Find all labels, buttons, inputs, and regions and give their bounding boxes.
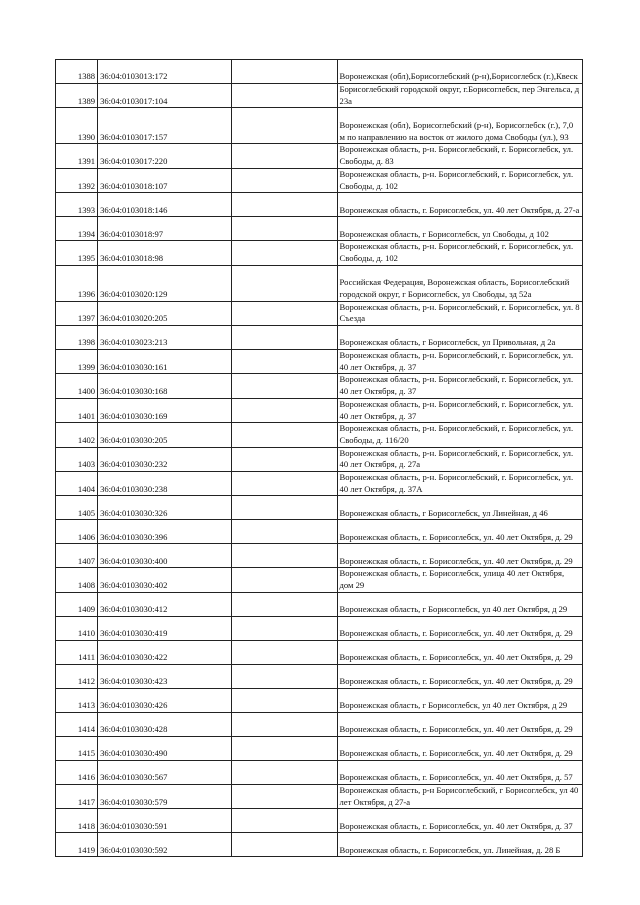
empty-cell [232,544,337,568]
cadastral-number: 36:04:0103030:490 [98,736,232,760]
table-row [56,736,583,760]
row-number: 1418 [56,809,98,833]
row-number: 1390 [56,108,98,144]
address: Воронежская область, р-н. Борисоглебский, г. Борисоглебск, ул. 40 лет Октября, д. 37 [337,350,582,374]
empty-cell [232,496,337,520]
cadastral-number: 36:04:0103030:423 [98,664,232,688]
address: Воронежская область, г Борисоглебск, ул 40 лет Октября, д 29 [337,688,582,712]
cadastral-number: 36:04:0103017:157 [98,108,232,144]
empty-cell [232,833,337,857]
row-number: 1391 [56,144,98,168]
empty-cell [232,423,337,447]
table-row [56,496,583,520]
cadastral-number: 36:04:0103030:422 [98,640,232,664]
row-number: 1394 [56,217,98,241]
empty-cell [232,84,337,108]
empty-cell [232,350,337,374]
address: Воронежская область, г. Борисоглебск, ул. 40 лет Октября, д. 29 [337,640,582,664]
address: Воронежская область, р-н. Борисоглебский, г. Борисоглебск, ул. 40 лет Октября, д. 37А [337,472,582,496]
cadastral-number: 36:04:0103020:129 [98,265,232,301]
table-row [56,712,583,736]
address: Воронежская область, р-н. Борисоглебский, г. Борисоглебск, ул. 8 Съезда [337,301,582,325]
row-number: 1393 [56,193,98,217]
empty-cell [232,784,337,808]
address: Воронежская область, г. Борисоглебск, ул. 40 лет Октября, д. 27-а [337,193,582,217]
table-row [56,423,583,447]
row-number: 1406 [56,520,98,544]
row-number: 1396 [56,265,98,301]
table-row [56,472,583,496]
cadastral-number: 36:04:0103030:412 [98,592,232,616]
address: Воронежская область, г. Борисоглебск, ул. 40 лет Октября, д. 37 [337,809,582,833]
empty-cell [232,568,337,592]
cadastral-number: 36:04:0103030:567 [98,760,232,784]
row-number: 1402 [56,423,98,447]
table-row [56,168,583,192]
property-register-table [55,59,583,857]
empty-cell [232,616,337,640]
empty-cell [232,265,337,301]
cadastral-number: 36:04:0103030:168 [98,374,232,398]
table-row [56,664,583,688]
row-number: 1399 [56,350,98,374]
cadastral-number: 36:04:0103030:205 [98,423,232,447]
empty-cell [232,712,337,736]
empty-cell [232,301,337,325]
empty-cell [232,472,337,496]
cadastral-number: 36:04:0103018:107 [98,168,232,192]
cadastral-number: 36:04:0103017:104 [98,84,232,108]
row-number: 1401 [56,398,98,422]
cadastral-number: 36:04:0103013:172 [98,60,232,84]
cadastral-number: 36:04:0103030:591 [98,809,232,833]
row-number: 1409 [56,592,98,616]
table-row [56,568,583,592]
row-number: 1403 [56,447,98,471]
table-row [56,760,583,784]
row-number: 1419 [56,833,98,857]
address: Российская Федерация, Воронежская область, Борисоглебский городской округ, г Борисоглебск, ул Свободы, зд 52а [337,265,582,301]
cadastral-number: 36:04:0103030:400 [98,544,232,568]
table-body [56,60,583,857]
row-number: 1416 [56,760,98,784]
table-row [56,108,583,144]
address: Воронежская область, г. Борисоглебск, ул. 40 лет Октября, д. 29 [337,544,582,568]
table-row [56,640,583,664]
table-row [56,809,583,833]
address: Воронежская область, г Борисоглебск, ул Линейная, д 46 [337,496,582,520]
address: Воронежская область, р-н. Борисоглебский, г. Борисоглебск, ул. 40 лет Октября, д. 37 [337,398,582,422]
empty-cell [232,809,337,833]
empty-cell [232,193,337,217]
empty-cell [232,592,337,616]
cadastral-number: 36:04:0103030:238 [98,472,232,496]
empty-cell [232,760,337,784]
table-row [56,520,583,544]
cadastral-number: 36:04:0103018:98 [98,241,232,265]
empty-cell [232,447,337,471]
row-number: 1398 [56,326,98,350]
row-number: 1388 [56,60,98,84]
table-row [56,784,583,808]
address: Воронежская область, г. Борисоглебск, ул. 40 лет Октября, д. 29 [337,616,582,640]
row-number: 1397 [56,301,98,325]
address: Воронежская область, г. Борисоглебск, ул. 40 лет Октября, д. 29 [337,712,582,736]
row-number: 1412 [56,664,98,688]
table-row [56,193,583,217]
address: Воронежская (обл),Борисоглебский (р-н),Борисоглебск (г.),Квеск [337,60,582,84]
empty-cell [232,398,337,422]
empty-cell [232,640,337,664]
address: Воронежская (обл), Борисоглебский (р-н), Борисоглебск (г.), 7,0 м по направлению на восток от жилого дома Свободы (ул.), 93 [337,108,582,144]
empty-cell [232,664,337,688]
address: Воронежская область, г. Борисоглебск, ул. 40 лет Октября, д. 29 [337,520,582,544]
table-row [56,374,583,398]
table-row [56,592,583,616]
empty-cell [232,60,337,84]
address: Воронежская область, р-н. Борисоглебский, г. Борисоглебск, ул. Свободы, д. 102 [337,241,582,265]
empty-cell [232,688,337,712]
row-number: 1411 [56,640,98,664]
table-row [56,833,583,857]
cadastral-number: 36:04:0103018:97 [98,217,232,241]
empty-cell [232,168,337,192]
row-number: 1405 [56,496,98,520]
cadastral-number: 36:04:0103030:428 [98,712,232,736]
row-number: 1389 [56,84,98,108]
cadastral-number: 36:04:0103030:592 [98,833,232,857]
address: Воронежская область, г. Борисоглебск, ул. 40 лет Октября, д. 29 [337,736,582,760]
address: Борисоглебский городской округ, г.Борисоглебск, пер Энгельса, д 23а [337,84,582,108]
row-number: 1414 [56,712,98,736]
table-row [56,217,583,241]
empty-cell [232,736,337,760]
empty-cell [232,520,337,544]
address: Воронежская область, г Борисоглебск, ул Привольная, д 2а [337,326,582,350]
empty-cell [232,217,337,241]
row-number: 1404 [56,472,98,496]
cadastral-number: 36:04:0103030:232 [98,447,232,471]
empty-cell [232,144,337,168]
table-row [56,350,583,374]
empty-cell [232,241,337,265]
row-number: 1413 [56,688,98,712]
address: Воронежская область, р-н. Борисоглебский, г. Борисоглебск, ул. Свободы, д. 83 [337,144,582,168]
address: Воронежская область, р-н Борисоглебский, г Борисоглебск, ул 40 лет Октября, д 27-а [337,784,582,808]
row-number: 1417 [56,784,98,808]
row-number: 1410 [56,616,98,640]
row-number: 1407 [56,544,98,568]
table-row [56,688,583,712]
cadastral-number: 36:04:0103017:220 [98,144,232,168]
address: Воронежская область, р-н. Борисоглебский, г. Борисоглебск, ул. 40 лет Октября, д. 27а [337,447,582,471]
cadastral-number: 36:04:0103030:396 [98,520,232,544]
cadastral-number: 36:04:0103030:579 [98,784,232,808]
table-row [56,616,583,640]
table-row [56,241,583,265]
cadastral-number: 36:04:0103018:146 [98,193,232,217]
cadastral-number: 36:04:0103030:426 [98,688,232,712]
address: Воронежская область, г. Борисоглебск, ул. 40 лет Октября, д. 29 [337,664,582,688]
empty-cell [232,108,337,144]
address: Воронежская область, г Борисоглебск, ул 40 лет Октября, д 29 [337,592,582,616]
cadastral-number: 36:04:0103020:205 [98,301,232,325]
table-row [56,544,583,568]
address: Воронежская область, р-н. Борисоглебский, г. Борисоглебск, ул. Свободы, д. 102 [337,168,582,192]
cadastral-number: 36:04:0103030:402 [98,568,232,592]
cadastral-number: 36:04:0103030:419 [98,616,232,640]
row-number: 1400 [56,374,98,398]
address: Воронежская область, р-н. Борисоглебский, г. Борисоглебск, ул. 40 лет Октября, д. 37 [337,374,582,398]
cadastral-number: 36:04:0103030:161 [98,350,232,374]
address: Воронежская область, г Борисоглебск, ул Свободы, д 102 [337,217,582,241]
cadastral-number: 36:04:0103030:326 [98,496,232,520]
table-row [56,447,583,471]
table-row [56,84,583,108]
table-row [56,326,583,350]
table-row [56,60,583,84]
row-number: 1408 [56,568,98,592]
cadastral-number: 36:04:0103030:169 [98,398,232,422]
address: Воронежская область, р-н. Борисоглебский, г. Борисоглебск, ул. Свободы, д. 116/20 [337,423,582,447]
row-number: 1415 [56,736,98,760]
empty-cell [232,326,337,350]
row-number: 1392 [56,168,98,192]
cadastral-number: 36:04:0103023:213 [98,326,232,350]
address: Воронежская область, г. Борисоглебск, ул. 40 лет Октября, д. 57 [337,760,582,784]
address: Воронежская область, г. Борисоглебск, ул. Линейная, д. 28 Б [337,833,582,857]
table-row [56,265,583,301]
row-number: 1395 [56,241,98,265]
table-row [56,301,583,325]
address: Воронежская область, г. Борисоглебск, улица 40 лет Октября, дом 29 [337,568,582,592]
empty-cell [232,374,337,398]
table-row [56,144,583,168]
table-row [56,398,583,422]
